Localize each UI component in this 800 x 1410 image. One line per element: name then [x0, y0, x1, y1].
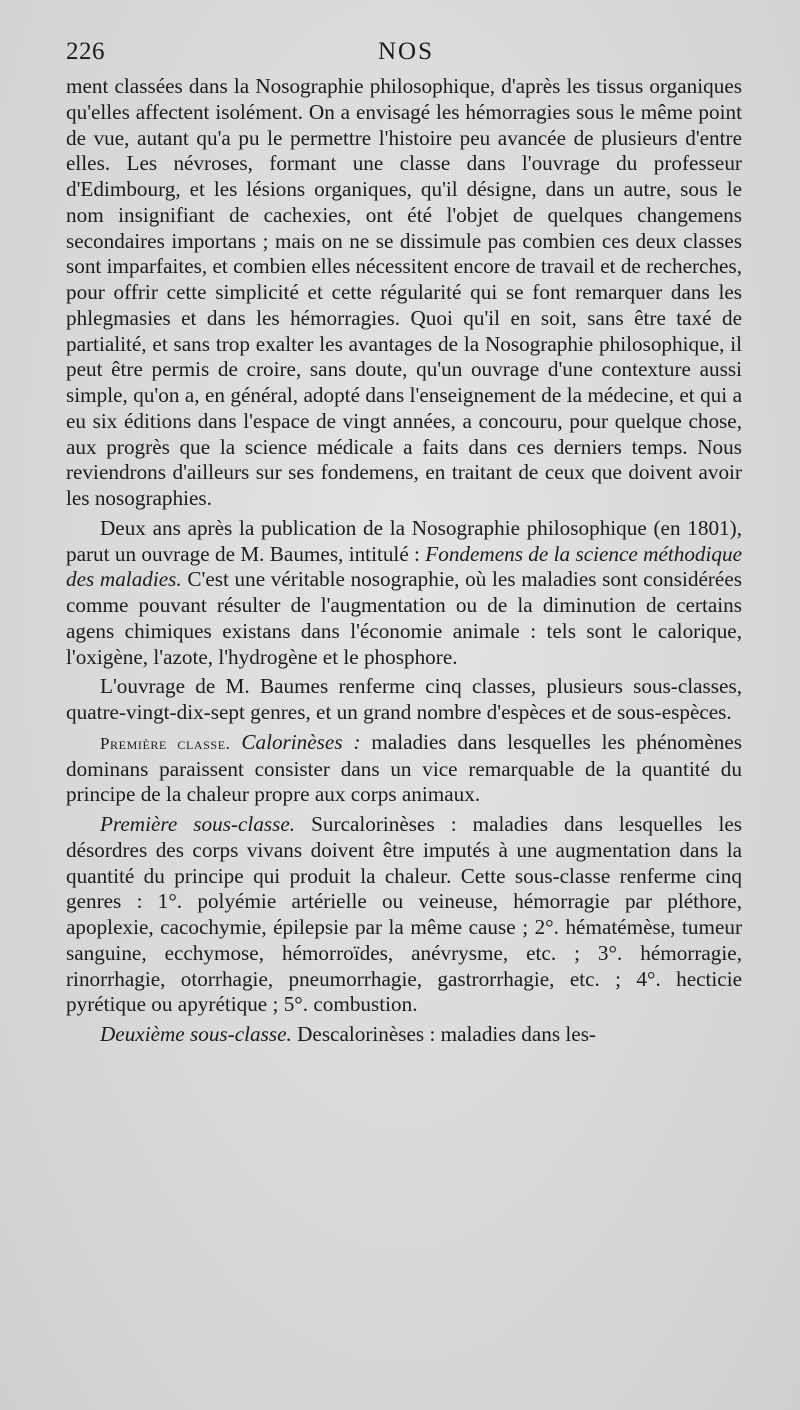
paragraph-text: ment classées dans la Nosographie philosophique, d'après les tissus organiques qu'elles affectent isolément. On a envisagé les hémorragies sous le même point de vue, autant qu'a pu le permettre l'histoire peu avancée de plusieurs d'entre elles. Les névroses, formant une classe dans l'ouvrage du professeur d'Edimbourg, et les lésions organiques, qu'il désigne, dans un autre, sous le nom insignifiant de cachexies, ont été l'objet de quelques changemens secondaires importans ; mais on ne se dissimule pas combien ces deux classes sont imparfaites, et combien elles nécessitent encore de travail et de recherches, pour offrir cette simplicité et cette régularité qui se font remarquer dans les phlegmasies et dans les hémorragies. Quoi qu'il en soit, sans être taxé de partialité, et sans trop exalter les avantages de la Nosographie philosophique, il peut être permis de croire, sans doute, qu'un ouvrage d'une contexture aussi simple, qu'on a, en général, adopté dans l'enseignement de la médecine, et qui a eu six éditions dans l'espace de vingt années, a concouru, pour quelque chose, aux progrès que la science médicale a faits dans ces derniers temps. Nous reviendrons d'ailleurs sur ses fondemens, en traitant de ceux que doivent avoir les nosographies. [66, 74, 742, 510]
subclass-label: Première sous-classe. [100, 812, 296, 836]
running-head: NOS [377, 38, 434, 65]
class-name: Calorinèses : [241, 729, 361, 754]
paragraph-text: Surcalorinèses : maladies dans lesquelles les désordres des corps vivans doivent être imputés à une augmentation dans la quantité du principe qui produit la chaleur. Cette sous-classe renferme cinq genres : 1°. polyémie artérielle ou veineuse, hémorragie par pléthore, apoplexie, cacochymie, épilepsie par la même cause ; 2°. hématémèse, tumeur sanguine, ecchymose, hémorroïdes, anévrysme, etc. ; 3°. hémorragie, rinorrhagie, otorrhagie, pneumorrhagie, gastrorrhagie, etc. ; 4°. hecticie pyrétique ou apyrétique ; 5°. combustion. [66, 812, 742, 1017]
book-title: Fondemens de la science méthodique des maladies. [66, 541, 743, 592]
subclass-label: Deuxième sous-classe. [100, 1022, 292, 1046]
paragraph-text: Descalorinèses : maladies dans les- [291, 1022, 596, 1046]
paragraph-second-subclass [66, 1022, 742, 1048]
paragraph-first-class [66, 730, 742, 808]
paragraph-text: maladies dans lesquelles les phénomènes dominans paraissent consister dans un vice remarquable de la quantité du principe de la chaleur propre aux corps animaux. [66, 729, 742, 807]
paragraph-baumes [66, 516, 742, 671]
paragraph-continuation [66, 74, 742, 512]
page-number: 226 [66, 38, 105, 65]
paragraph-first-subclass [66, 812, 742, 1018]
paragraph-structure [66, 674, 742, 726]
paragraph-text: C'est une véritable nosographie, où les maladies sont considérées comme pouvant résulter de l'augmentation ou de la diminution de certains agens chimiques existans dans l'économie animale : tels sont le calorique, l'oxigène, l'azote, l'hydrogène et le phosphore. [66, 567, 742, 669]
page-header [66, 38, 746, 78]
paragraph-text: Deux ans après la publication de la Nosographie philosophique (en 1801), parut un ouvrage de M. Baumes, intitulé : [66, 515, 742, 566]
class-label: Première classe. [100, 733, 231, 753]
body-text [66, 74, 742, 1048]
paragraph-text: L'ouvrage de M. Baumes renferme cinq classes, plusieurs sous-classes, quatre-vingt-dix-sept genres, et un grand nombre d'espèces et de sous-espèces. [66, 674, 742, 724]
